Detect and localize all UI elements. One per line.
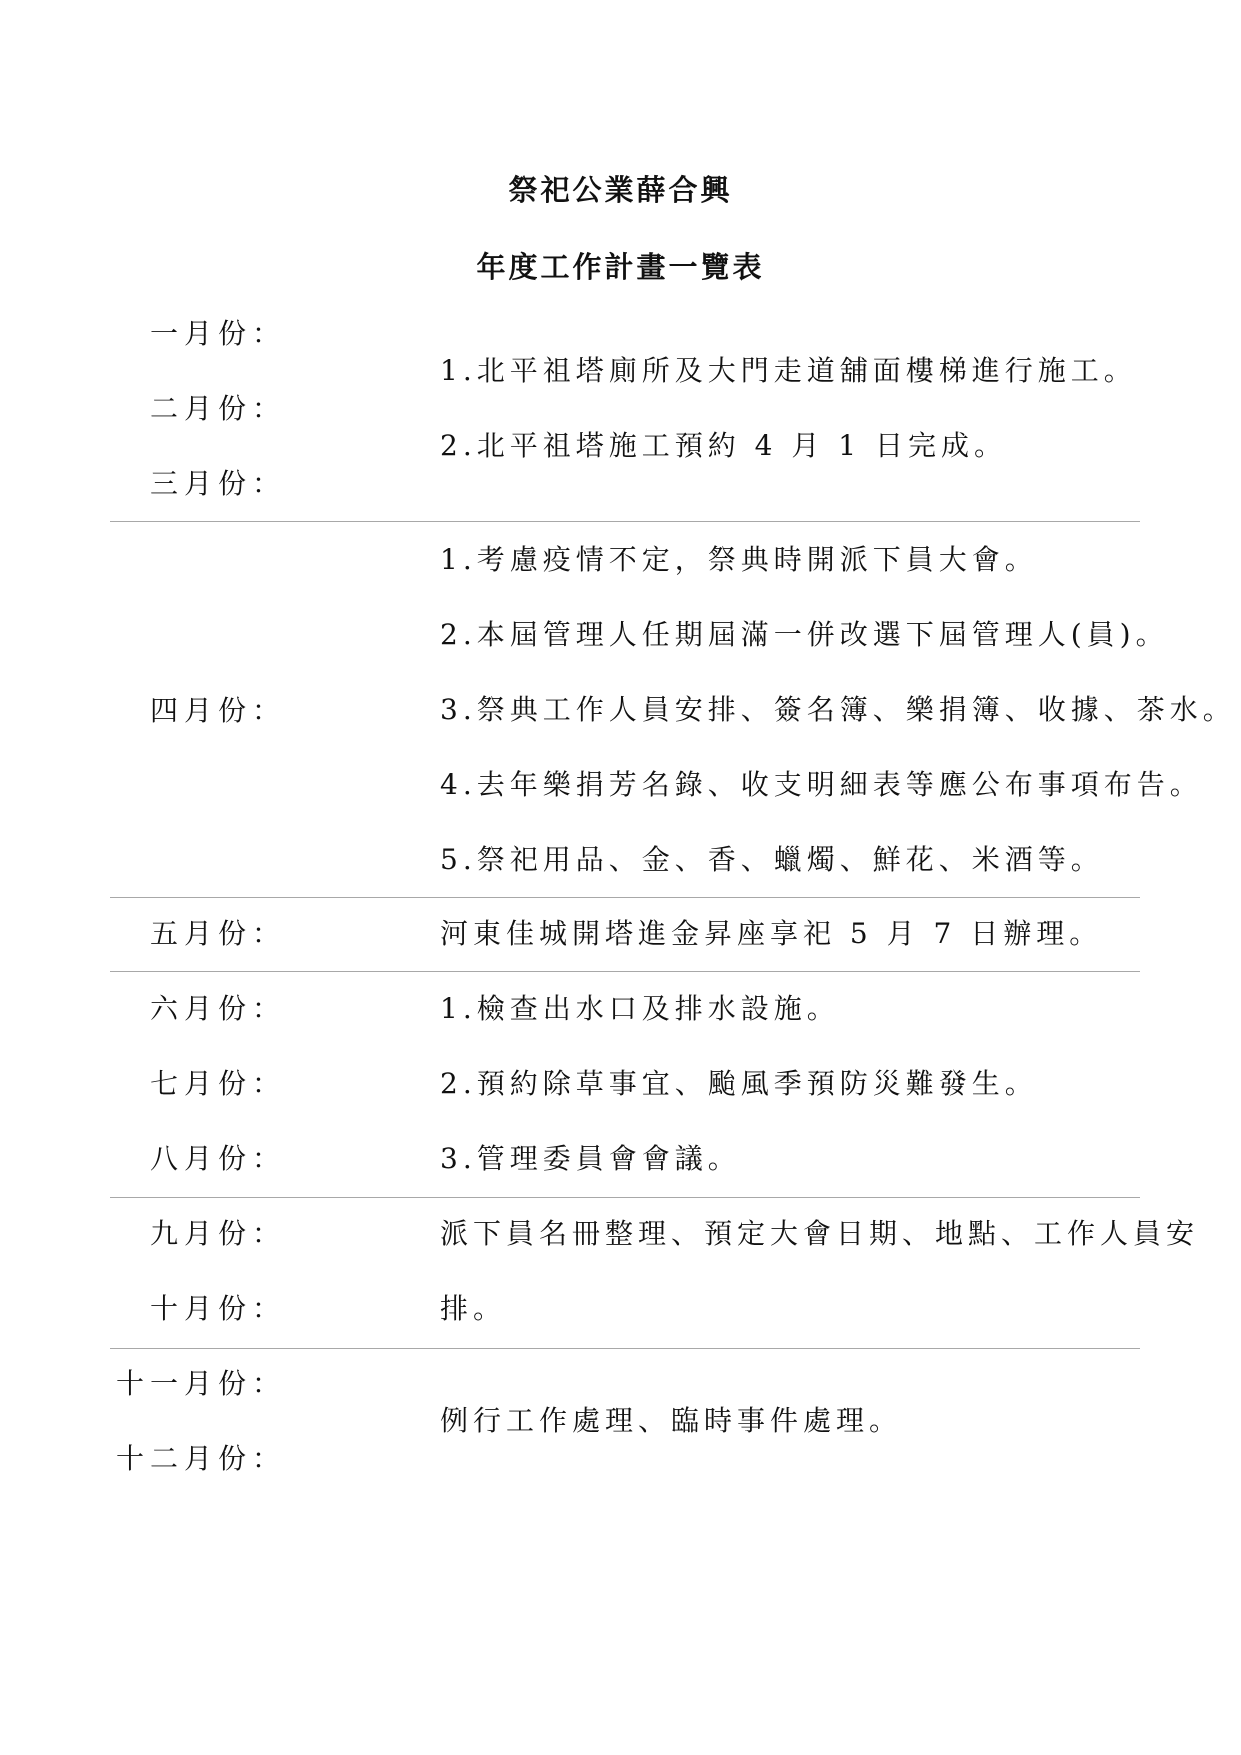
month-label: 五月份： <box>149 917 286 950</box>
task-line: 例行工作處理、臨時事件處理。 <box>440 1404 903 1437</box>
task-line: 1.北平祖塔廁所及大門走道舖面樓梯進行施工。 <box>440 354 1137 387</box>
month-label: 一月份： <box>149 317 286 350</box>
month-label: 六月份： <box>149 992 286 1025</box>
task-line: 排。 <box>440 1292 507 1325</box>
document-title: 祭祀公業薛合興 <box>508 173 733 207</box>
document-subtitle: 年度工作計畫一覽表 <box>476 250 765 284</box>
plan-section-q3 <box>110 972 1140 1198</box>
task-line: 2.本屆管理人任期屆滿一併改選下屆管理人(員)。 <box>440 618 1169 651</box>
task-line: 河東佳城開塔進金昇座享祀 5 月 7 日辦理。 <box>440 917 1103 950</box>
month-label: 四月份： <box>149 694 286 727</box>
task-line: 2.預約除草事宜、颱風季預防災難發生。 <box>440 1067 1038 1100</box>
task-line: 1.考慮疫情不定，祭典時開派下員大會。 <box>440 543 1038 576</box>
task-line: 1.檢查出水口及排水設施。 <box>440 992 840 1025</box>
task-line: 4.去年樂捐芳名錄、收支明細表等應公布事項布告。 <box>440 768 1203 801</box>
month-label: 十二月份： <box>115 1442 286 1475</box>
month-label: 九月份： <box>149 1217 286 1250</box>
plan-section-april <box>110 522 1236 898</box>
month-label: 八月份： <box>149 1142 286 1175</box>
plan-section-nov-dec <box>110 1349 1140 1499</box>
month-label: 三月份： <box>149 467 286 500</box>
plan-section-sep-oct <box>110 1198 1200 1349</box>
month-label: 十月份： <box>149 1292 286 1325</box>
plan-section-may <box>110 898 1140 972</box>
task-line: 派下員名冊整理、預定大會日期、地點、工作人員安 <box>440 1217 1200 1250</box>
task-line: 5.祭祀用品、金、香、蠟燭、鮮花、米酒等。 <box>440 843 1104 876</box>
task-line: 2.北平祖塔施工預約 4 月 1 日完成。 <box>440 429 1007 462</box>
month-label: 二月份： <box>149 392 286 425</box>
plan-section-q1 <box>110 312 1140 522</box>
month-label: 七月份： <box>149 1067 286 1100</box>
month-label: 十一月份： <box>115 1367 286 1400</box>
task-line: 3.管理委員會會議。 <box>440 1142 741 1175</box>
task-line: 3.祭典工作人員安排、簽名簿、樂捐簿、收據、茶水。 <box>440 693 1236 726</box>
